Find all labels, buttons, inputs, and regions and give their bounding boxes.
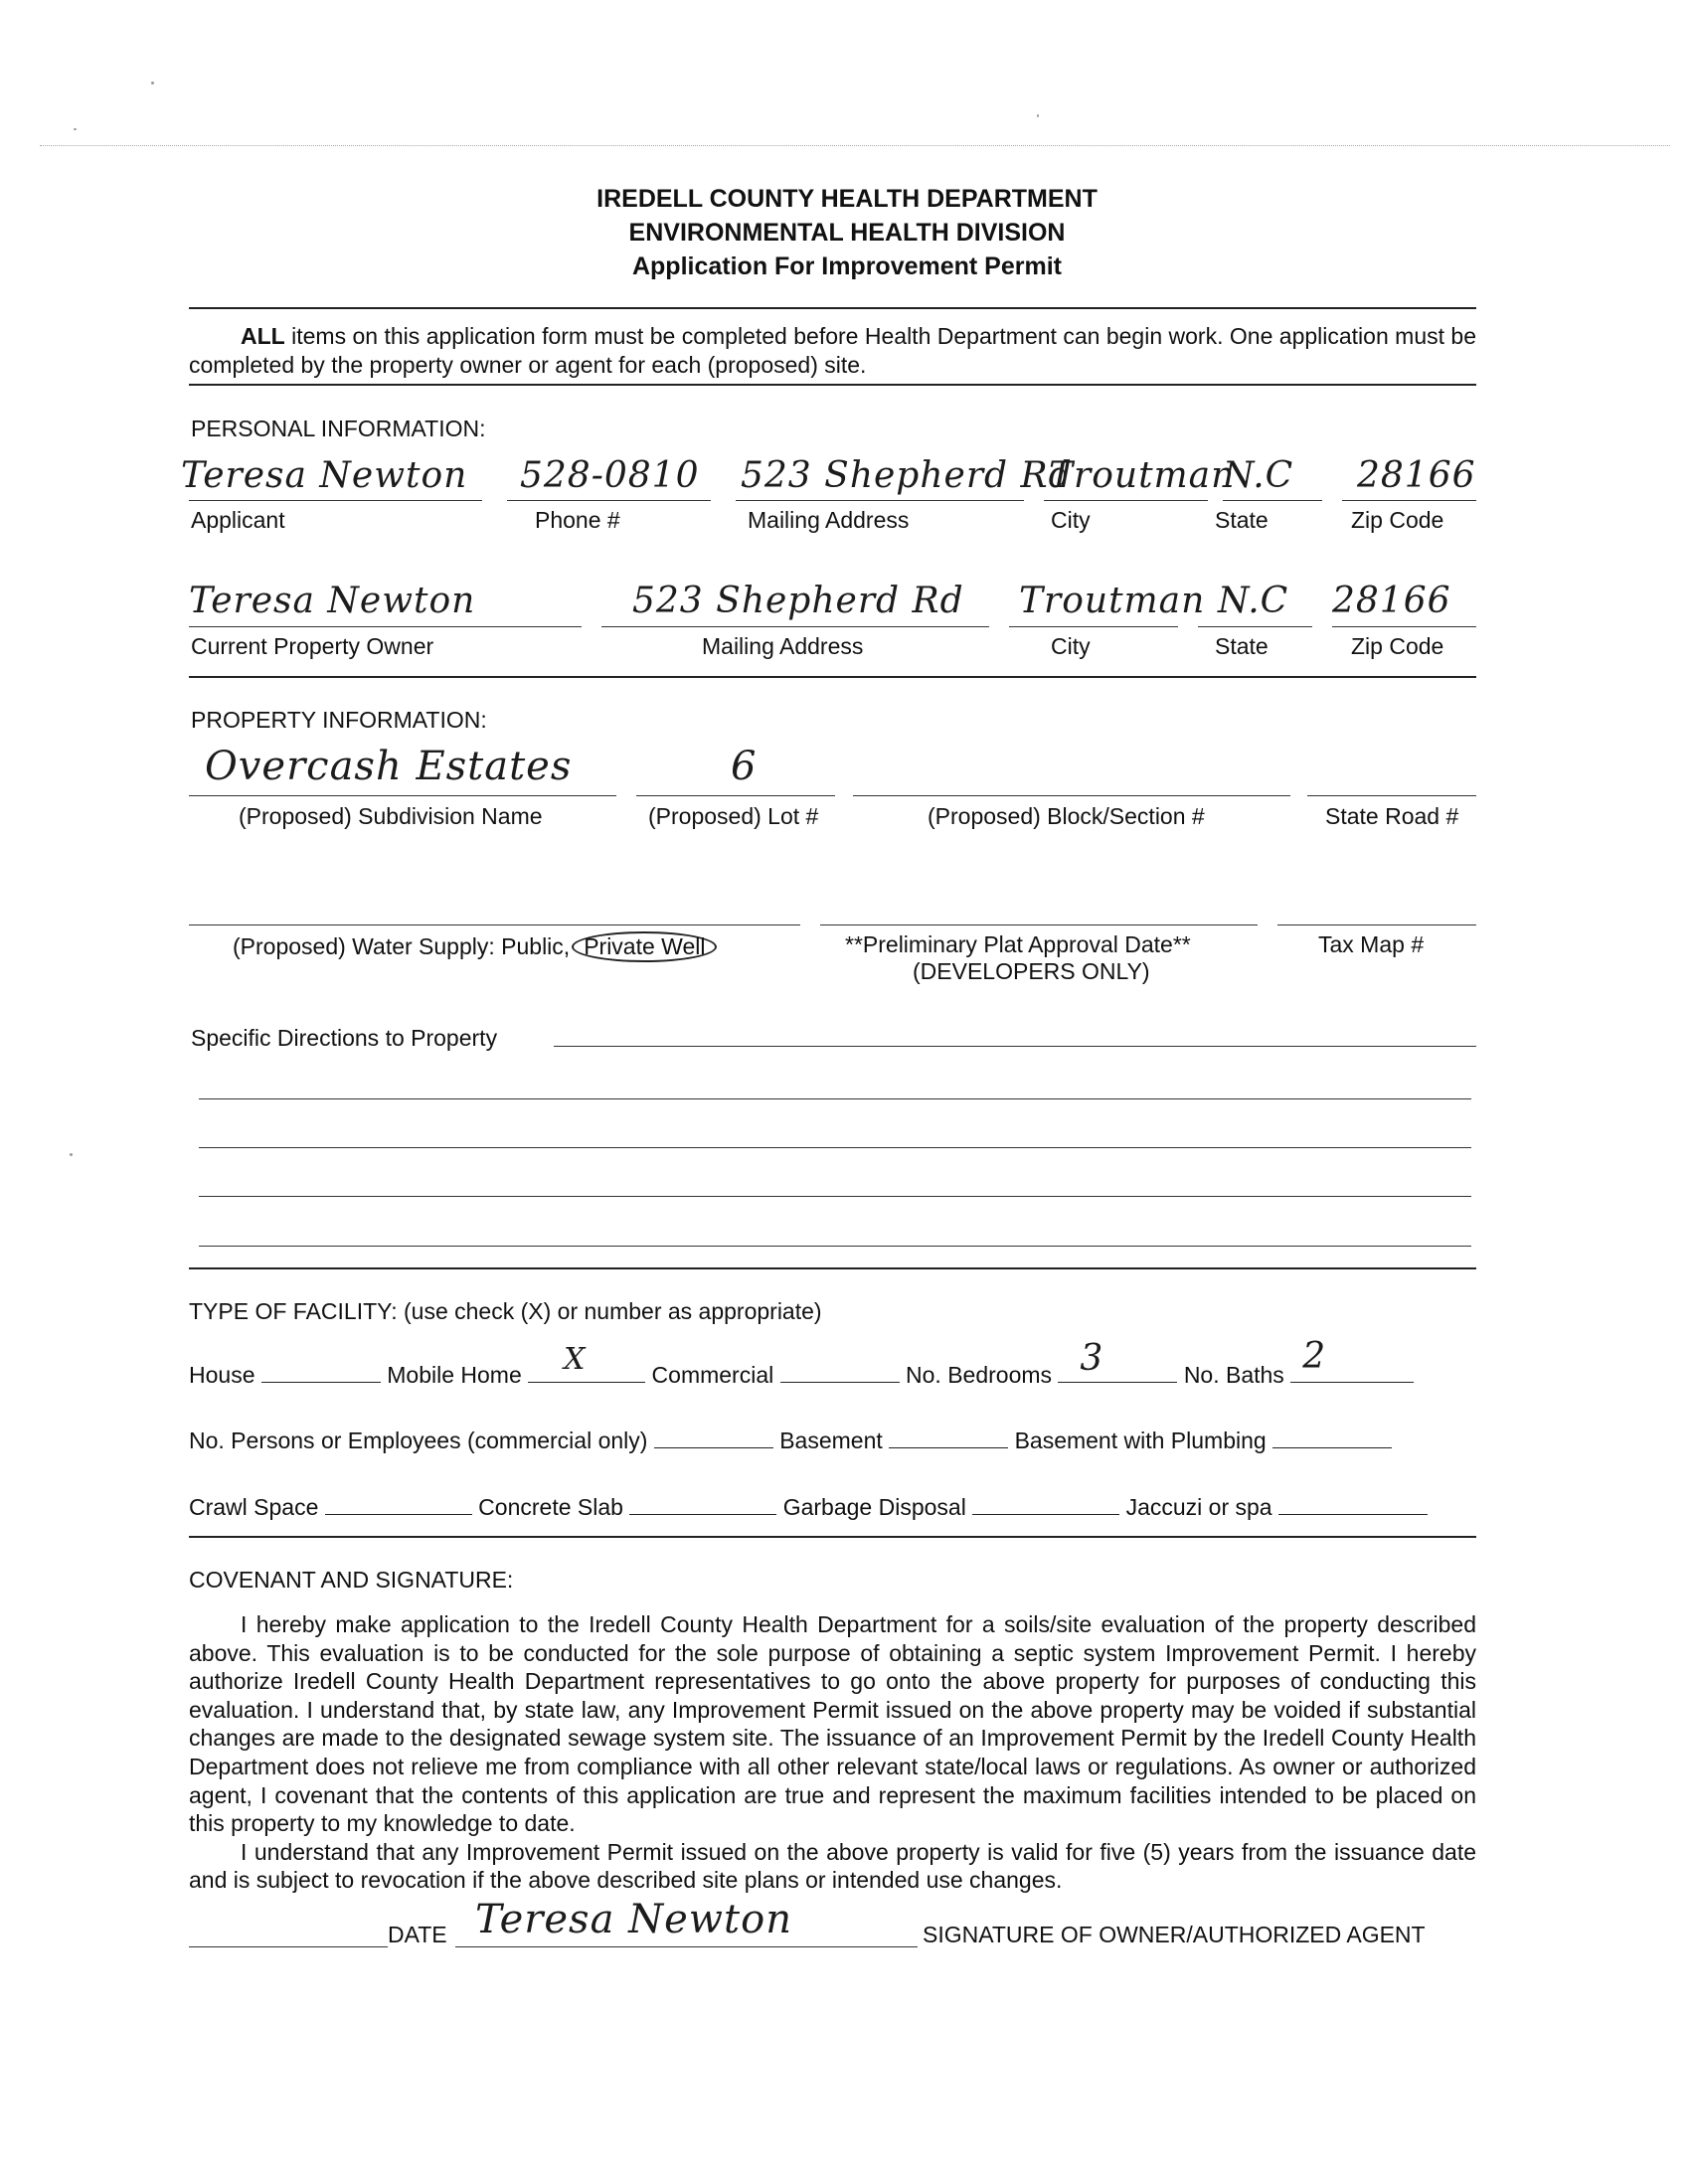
mailing-address-label: Mailing Address [748,507,910,533]
baths-value: 2 [1302,1336,1327,1377]
owner-state-line [1198,626,1312,627]
plat-date-line [820,924,1258,925]
bedrooms-value: 3 [1080,1338,1104,1379]
state-label: State [1215,507,1269,533]
state-road-label: State Road # [1325,803,1459,829]
directions-line-4[interactable] [199,1196,1471,1197]
applicant-zip-value[interactable]: 28166 [1357,455,1476,496]
divider [189,384,1476,386]
divider [189,307,1476,309]
basement-plumbing-field[interactable] [1272,1429,1392,1448]
applicant-name-line [189,500,482,501]
owner-address-value[interactable]: 523 Shepherd Rd [632,581,964,621]
bedrooms-field[interactable] [1058,1338,1177,1383]
subdivision-line [189,795,616,796]
header-form-title: Application For Improvement Permit [631,252,1062,280]
facility-row-2 [189,1428,1392,1454]
owner-address-line [601,626,989,627]
covenant-paragraph-2: I understand that any Improvement Permit issued on the above property is valid for five (5) years from the issuance date and is subject to revocation if the above described site plans or intended use changes. [189,1838,1476,1894]
concrete-slab-field[interactable] [629,1496,776,1515]
developers-only-label: (DEVELOPERS ONLY) [913,958,1150,984]
divider [189,676,1476,678]
scan-speck [74,128,77,130]
covenant-heading: COVENANT AND SIGNATURE: [189,1567,514,1593]
owner-zip-label: Zip Code [1351,633,1444,659]
lot-label: (Proposed) Lot # [648,803,819,829]
date-label: DATE [388,1922,447,1947]
intro-bold-lead: ALL [241,323,285,349]
divider [189,1267,1476,1269]
jacuzzi-field[interactable] [1278,1496,1428,1515]
property-info-heading: PROPERTY INFORMATION: [191,707,487,733]
crawl-space-field[interactable] [325,1496,472,1515]
scan-speck [151,82,154,84]
garbage-disposal-field[interactable] [972,1496,1119,1515]
applicant-name-value[interactable]: Teresa Newton [181,455,468,496]
zip-code-label: Zip Code [1351,507,1444,533]
water-supply-line [189,924,800,925]
block-section-label: (Proposed) Block/Section # [928,803,1205,829]
persons-label: No. Persons or Employees (commercial only) [189,1428,648,1453]
tax-map-label: Tax Map # [1318,931,1425,957]
water-supply-text: (Proposed) Water Supply: Public, [233,933,571,959]
covenant-text [189,1610,1476,1895]
current-owner-label: Current Property Owner [191,633,434,659]
block-line [853,795,1290,796]
directions-line-3[interactable] [199,1147,1471,1148]
signature-label: SIGNATURE OF OWNER/AUTHORIZED AGENT [923,1922,1426,1947]
garbage-disposal-label: Garbage Disposal [782,1494,966,1520]
intro-paragraph [189,322,1476,379]
mobile-home-value: X [564,1342,587,1377]
owner-name-value[interactable]: Teresa Newton [189,581,476,621]
applicant-phone-value[interactable]: 528-0810 [520,455,700,496]
facility-heading: TYPE OF FACILITY: (use check (X) or number as appropriate) [189,1298,822,1324]
city-label: City [1051,507,1091,533]
directions-line-5[interactable] [199,1246,1471,1247]
date-line[interactable] [189,1946,388,1947]
subdivision-label: (Proposed) Subdivision Name [239,803,543,829]
applicant-zip-line [1342,500,1476,501]
concrete-slab-label: Concrete Slab [478,1494,623,1520]
header-division: ENVIRONMENTAL HEALTH DIVISION [628,219,1066,247]
lot-line [636,795,835,796]
owner-zip-value[interactable]: 28166 [1332,581,1451,621]
owner-city-label: City [1051,633,1091,659]
scan-speck [1037,114,1039,117]
jacuzzi-label: Jaccuzi or spa [1125,1494,1272,1520]
baths-label: No. Baths [1183,1362,1284,1388]
applicant-label: Applicant [191,507,285,533]
house-label: House [189,1362,255,1388]
commercial-label: Commercial [651,1362,774,1388]
commercial-field[interactable] [780,1364,900,1383]
house-field[interactable] [261,1364,381,1383]
basement-field[interactable] [889,1429,1008,1448]
applicant-address-line [736,500,1024,501]
directions-line-2[interactable] [199,1098,1471,1099]
owner-state-label: State [1215,633,1269,659]
owner-city-value[interactable]: Troutman [1019,581,1206,621]
lot-value[interactable]: 6 [731,744,758,789]
header-department: IREDELL COUNTY HEALTH DEPARTMENT [596,185,1098,213]
signature-value: Teresa Newton [475,1897,792,1942]
applicant-city-value[interactable]: Troutman [1049,455,1236,496]
owner-zip-line [1332,626,1476,627]
intro-text: items on this application form must be completed before Health Department can begin work. One application must be completed by the property owner or agent for each (proposed) site. [189,323,1476,378]
basement-label: Basement [779,1428,883,1453]
facility-row-1 [189,1336,1414,1389]
owner-mailing-address-label: Mailing Address [702,633,864,659]
divider [189,1536,1476,1538]
subdivision-value[interactable]: Overcash Estates [205,744,573,789]
bedrooms-label: No. Bedrooms [906,1362,1053,1388]
private-well-option[interactable]: Private Well [572,931,717,962]
tax-map-line [1277,924,1476,925]
facility-row-3 [189,1494,1428,1521]
basement-plumbing-label: Basement with Plumbing [1014,1428,1267,1453]
plat-approval-label: **Preliminary Plat Approval Date** [845,931,1191,957]
crawl-space-label: Crawl Space [189,1494,319,1520]
signature-line[interactable] [455,1946,918,1947]
mobile-home-label: Mobile Home [387,1362,522,1388]
personal-info-heading: PERSONAL INFORMATION: [191,416,486,441]
baths-field[interactable] [1290,1336,1414,1383]
owner-city-line [1009,626,1178,627]
owner-state-value[interactable]: N.C [1218,581,1289,621]
applicant-state-line [1223,500,1322,501]
directions-label: Specific Directions to Property [191,1025,498,1051]
applicant-address-value[interactable]: 523 Shepherd Rd [741,455,1073,496]
owner-name-line [189,626,582,627]
applicant-city-line [1044,500,1208,501]
road-line [1307,795,1476,796]
phone-label: Phone # [535,507,620,533]
scan-speck [70,1153,73,1156]
applicant-state-value[interactable]: N.C [1223,455,1294,496]
directions-line-1[interactable] [554,1046,1476,1047]
covenant-paragraph-1: I hereby make application to the Iredell County Health Department for a soils/site evaluation of the property described above. This evaluation is to be conducted for the sole purpose of obtaining a septic system Improvement Permit. I hereby authorize Iredell County Health Department representatives to go onto the above property for purposes of conducting this evaluation. I understand that, by state law, any Improvement Permit issued on the above property may be voided if substantial changes are made to the designated sewage system site. The issuance of an Improvement Permit by the Iredell County Health Department does not relieve me from compliance with all other relevant state/local laws or regulations. As owner or authorized agent, I covenant that the contents of this application are true and represent the maximum facilities intended to be placed on this property to my knowledge to date. [189,1611,1476,1837]
scan-edge-line [40,145,1670,146]
persons-field[interactable] [654,1429,773,1448]
applicant-phone-line [507,500,711,501]
water-supply-label [233,931,717,962]
mobile-home-field[interactable] [528,1342,645,1383]
